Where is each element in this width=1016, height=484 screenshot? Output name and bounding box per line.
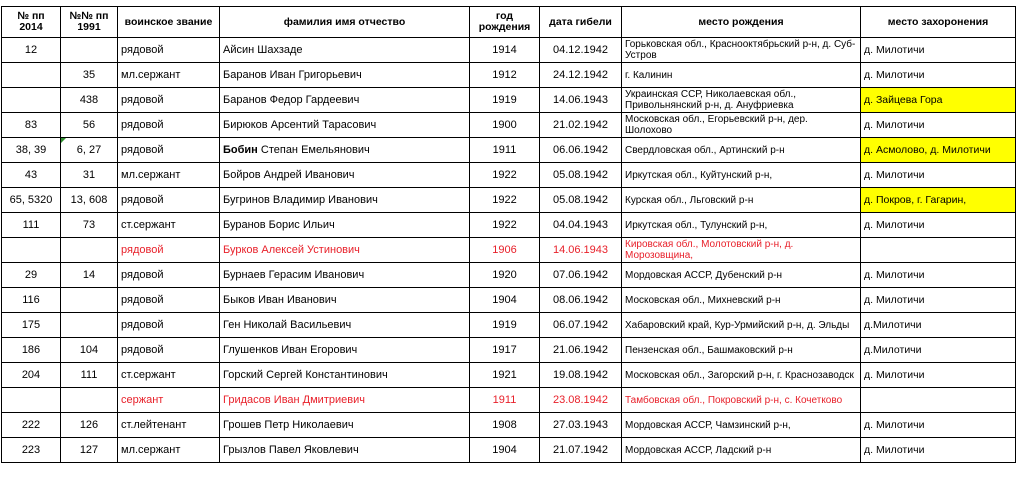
cell-burial-place: д. Милотичи	[861, 363, 1016, 388]
cell-num-1991: 31	[61, 163, 118, 188]
cell-num-1991: 438	[61, 88, 118, 113]
cell-death-date: 08.06.1942	[540, 288, 622, 313]
cell-name	[220, 188, 470, 213]
cell-death-date: 05.08.1942	[540, 163, 622, 188]
table-row	[2, 363, 1016, 388]
cell-rank: рядовой	[118, 113, 220, 138]
cell-burial-place: д. Милотичи	[861, 413, 1016, 438]
cell-rank: сержант	[118, 388, 220, 413]
cell-num-1991: 127	[61, 438, 118, 463]
table-row	[2, 438, 1016, 463]
cell-name	[220, 213, 470, 238]
cell-num-1991	[61, 313, 118, 338]
given-names: Иван Григорьевич	[266, 69, 362, 81]
surname: Глушенков	[223, 344, 279, 356]
cell-birthplace: Свердловская обл., Артинский р-н	[622, 138, 861, 163]
cell-birthplace: Мордовская АССР, Дубенский р-н	[622, 263, 861, 288]
cell-name	[220, 413, 470, 438]
cell-birthplace: Горьковская обл., Краснооктябрьский р-н, д. Суб-Устров	[622, 38, 861, 63]
header-num-1991: №№ пп 1991	[61, 7, 118, 38]
cell-burial-place: д. Зайцева Гора	[861, 88, 1016, 113]
cell-num-1991: 104	[61, 338, 118, 363]
cell-rank: мл.сержант	[118, 63, 220, 88]
cell-burial-place: д. Милотичи	[861, 163, 1016, 188]
cell-death-date: 05.08.1942	[540, 188, 622, 213]
cell-name	[220, 38, 470, 63]
cell-birth-year: 1922	[470, 188, 540, 213]
table-row	[2, 388, 1016, 413]
cell-name	[220, 438, 470, 463]
given-names: Борис Ильич	[265, 219, 335, 231]
cell-num-1991: 35	[61, 63, 118, 88]
table-row	[2, 413, 1016, 438]
cell-birth-year: 1922	[470, 163, 540, 188]
given-names: Федор Гардеевич	[266, 94, 360, 106]
cell-num-2014: 204	[2, 363, 61, 388]
table-row	[2, 163, 1016, 188]
cell-rank: рядовой	[118, 338, 220, 363]
cell-birthplace: Московская обл., Егорьевский р-н, дер. Шолохово	[622, 113, 861, 138]
header-burial-place: место захоронения	[861, 7, 1016, 38]
cell-birth-year: 1911	[470, 138, 540, 163]
cell-rank: мл.сержант	[118, 438, 220, 463]
given-names: Андрей Иванович	[260, 169, 355, 181]
surname: Бугринов	[223, 194, 270, 206]
cell-num-1991: 13, 608	[61, 188, 118, 213]
cell-name	[220, 63, 470, 88]
cell-num-2014: 175	[2, 313, 61, 338]
cell-num-2014	[2, 388, 61, 413]
cell-birth-year: 1904	[470, 288, 540, 313]
cell-rank: рядовой	[118, 313, 220, 338]
surname: Баранов	[223, 94, 267, 106]
cell-burial-place: д. Асмолово, д. Милотичи	[861, 138, 1016, 163]
cell-burial-place: д. Милотичи	[861, 113, 1016, 138]
cell-num-2014: 29	[2, 263, 61, 288]
cell-birthplace: Московская обл., Михневский р-н	[622, 288, 861, 313]
cell-name	[220, 313, 470, 338]
cell-name	[220, 138, 470, 163]
cell-num-1991: 111	[61, 363, 118, 388]
cell-num-1991	[61, 238, 118, 263]
given-names: Герасим Иванович	[265, 269, 365, 281]
cell-name	[220, 263, 470, 288]
cell-name	[220, 338, 470, 363]
cell-num-2014: 116	[2, 288, 61, 313]
cell-num-2014	[2, 63, 61, 88]
cell-burial-place: д. Милотичи	[861, 288, 1016, 313]
surname: Бурков	[223, 244, 259, 256]
cell-rank: рядовой	[118, 188, 220, 213]
cell-birth-year: 1914	[470, 38, 540, 63]
cell-num-2014: 222	[2, 413, 61, 438]
cell-birthplace: г. Калинин	[622, 63, 861, 88]
given-names: Иван Егорович	[278, 344, 358, 356]
cell-birth-year: 1906	[470, 238, 540, 263]
cell-burial-place: д. Милотичи	[861, 263, 1016, 288]
cell-birth-year: 1900	[470, 113, 540, 138]
cell-death-date: 14.06.1943	[540, 88, 622, 113]
surname: Ген	[223, 319, 241, 331]
surname: Бурнаев	[223, 269, 266, 281]
burial-records-table	[1, 6, 1016, 463]
given-names: Иван Дмитриевич	[270, 394, 365, 406]
cell-birth-year: 1922	[470, 213, 540, 238]
cell-birthplace: Тамбовская обл., Покровский р-н, с. Кочетково	[622, 388, 861, 413]
cell-birthplace: Пензенская обл., Башмаковский р-н	[622, 338, 861, 363]
cell-rank: рядовой	[118, 288, 220, 313]
surname: Айсин	[223, 44, 255, 56]
surname: Гридасов	[223, 394, 271, 406]
cell-rank: рядовой	[118, 38, 220, 63]
table-row	[2, 338, 1016, 363]
header-rank: воинское звание	[118, 7, 220, 38]
surname: Горский	[223, 369, 264, 381]
header-name: фамилия имя отчество	[220, 7, 470, 38]
cell-name	[220, 363, 470, 388]
cell-num-1991: 6, 27	[61, 138, 118, 163]
cell-num-2014: 12	[2, 38, 61, 63]
cell-num-1991: 73	[61, 213, 118, 238]
header-birthplace: место рождения	[622, 7, 861, 38]
cell-death-date: 04.04.1943	[540, 213, 622, 238]
cell-num-1991	[61, 38, 118, 63]
surname: Быков	[223, 294, 256, 306]
cell-death-date: 21.02.1942	[540, 113, 622, 138]
table-row	[2, 313, 1016, 338]
table-row	[2, 213, 1016, 238]
cell-num-2014: 186	[2, 338, 61, 363]
cell-burial-place: д. Милотичи	[861, 213, 1016, 238]
cell-burial-place	[861, 238, 1016, 263]
cell-birthplace: Хабаровский край, Кур-Урмийский р-н, д. Эльды	[622, 313, 861, 338]
cell-birth-year: 1908	[470, 413, 540, 438]
cell-num-2014	[2, 238, 61, 263]
cell-death-date: 24.12.1942	[540, 63, 622, 88]
cell-birth-year: 1904	[470, 438, 540, 463]
given-names: Степан Емельянович	[257, 144, 370, 156]
given-names: Павел Яковлевич	[265, 444, 359, 456]
cell-rank: ст.сержант	[118, 363, 220, 388]
cell-death-date: 07.06.1942	[540, 263, 622, 288]
table-row	[2, 238, 1016, 263]
header-death-date: дата гибели	[540, 7, 622, 38]
cell-rank: рядовой	[118, 263, 220, 288]
cell-burial-place: д. Милотичи	[861, 63, 1016, 88]
cell-birthplace: Курская обл., Льговский р-н	[622, 188, 861, 213]
given-names: Николай Васильевич	[240, 319, 352, 331]
table-row	[2, 288, 1016, 313]
surname: Грошев	[223, 419, 262, 431]
cell-num-1991: 14	[61, 263, 118, 288]
surname: Бойров	[223, 169, 261, 181]
header-row	[2, 7, 1016, 38]
given-names: Иван Иванович	[255, 294, 337, 306]
cell-birth-year: 1920	[470, 263, 540, 288]
cell-birthplace: Иркутская обл., Куйтунский р-н,	[622, 163, 861, 188]
table-row	[2, 63, 1016, 88]
table-row	[2, 188, 1016, 213]
header-num-2014: № пп 2014	[2, 7, 61, 38]
cell-birthplace: Иркутская обл., Тулунский р-н,	[622, 213, 861, 238]
cell-birthplace: Московская обл., Загорский р-н, г. Краснозаводск	[622, 363, 861, 388]
cell-burial-place: д. Милотичи	[861, 438, 1016, 463]
cell-birth-year: 1911	[470, 388, 540, 413]
cell-death-date: 21.06.1942	[540, 338, 622, 363]
cell-name	[220, 113, 470, 138]
cell-burial-place: д. Покров, г. Гагарин,	[861, 188, 1016, 213]
cell-birth-year: 1912	[470, 63, 540, 88]
table-row	[2, 38, 1016, 63]
cell-rank: рядовой	[118, 88, 220, 113]
cell-birth-year: 1921	[470, 363, 540, 388]
cell-rank: ст.лейтенант	[118, 413, 220, 438]
given-names: Петр Николаевич	[261, 419, 354, 431]
cell-name	[220, 238, 470, 263]
surname: Бобин	[223, 144, 258, 156]
given-names: Арсентий Тарасович	[267, 119, 377, 131]
cell-num-2014	[2, 88, 61, 113]
cell-death-date: 06.07.1942	[540, 313, 622, 338]
cell-death-date: 14.06.1943	[540, 238, 622, 263]
cell-burial-place: д. Милотичи	[861, 38, 1016, 63]
surname: Буранов	[223, 219, 266, 231]
cell-num-2014: 38, 39	[2, 138, 61, 163]
cell-death-date: 19.08.1942	[540, 363, 622, 388]
surname: Бирюков	[223, 119, 268, 131]
table-row	[2, 138, 1016, 163]
table-row	[2, 263, 1016, 288]
table-row	[2, 113, 1016, 138]
surname: Грызлов	[223, 444, 266, 456]
cell-rank: рядовой	[118, 138, 220, 163]
cell-num-1991: 126	[61, 413, 118, 438]
cell-name	[220, 388, 470, 413]
header-birth-year: год рождения	[470, 7, 540, 38]
cell-name	[220, 163, 470, 188]
cell-death-date: 04.12.1942	[540, 38, 622, 63]
cell-burial-place: д.Милотичи	[861, 338, 1016, 363]
cell-num-1991	[61, 388, 118, 413]
cell-death-date: 27.03.1943	[540, 413, 622, 438]
cell-birth-year: 1919	[470, 88, 540, 113]
cell-birthplace: Мордовская АССР, Ладский р-н	[622, 438, 861, 463]
given-names: Владимир Иванович	[269, 194, 378, 206]
cell-birth-year: 1917	[470, 338, 540, 363]
cell-num-2014: 223	[2, 438, 61, 463]
cell-num-2014: 111	[2, 213, 61, 238]
cell-death-date: 23.08.1942	[540, 388, 622, 413]
cell-birthplace: Мордовская АССР, Чамзинский р-н,	[622, 413, 861, 438]
table-body	[2, 38, 1016, 463]
given-names: Шахзаде	[254, 44, 303, 56]
given-names: Алексей Устинович	[258, 244, 360, 256]
cell-name	[220, 288, 470, 313]
cell-name	[220, 88, 470, 113]
cell-death-date: 21.07.1942	[540, 438, 622, 463]
given-names: Сергей Константинович	[263, 369, 388, 381]
surname: Баранов	[223, 69, 267, 81]
cell-rank: мл.сержант	[118, 163, 220, 188]
table-row	[2, 88, 1016, 113]
cell-rank: ст.сержант	[118, 213, 220, 238]
cell-birthplace: Кировская обл., Молотовский р-н, д. Морозовщина,	[622, 238, 861, 263]
cell-num-2014: 65, 5320	[2, 188, 61, 213]
cell-rank: рядовой	[118, 238, 220, 263]
cell-num-2014: 83	[2, 113, 61, 138]
cell-burial-place	[861, 388, 1016, 413]
cell-num-2014: 43	[2, 163, 61, 188]
cell-birth-year: 1919	[470, 313, 540, 338]
cell-birthplace: Украинская ССР, Николаевская обл., Привольнянский р-н, д. Ануфриевка	[622, 88, 861, 113]
cell-death-date: 06.06.1942	[540, 138, 622, 163]
cell-num-1991	[61, 288, 118, 313]
cell-burial-place: д.Милотичи	[861, 313, 1016, 338]
cell-num-1991: 56	[61, 113, 118, 138]
